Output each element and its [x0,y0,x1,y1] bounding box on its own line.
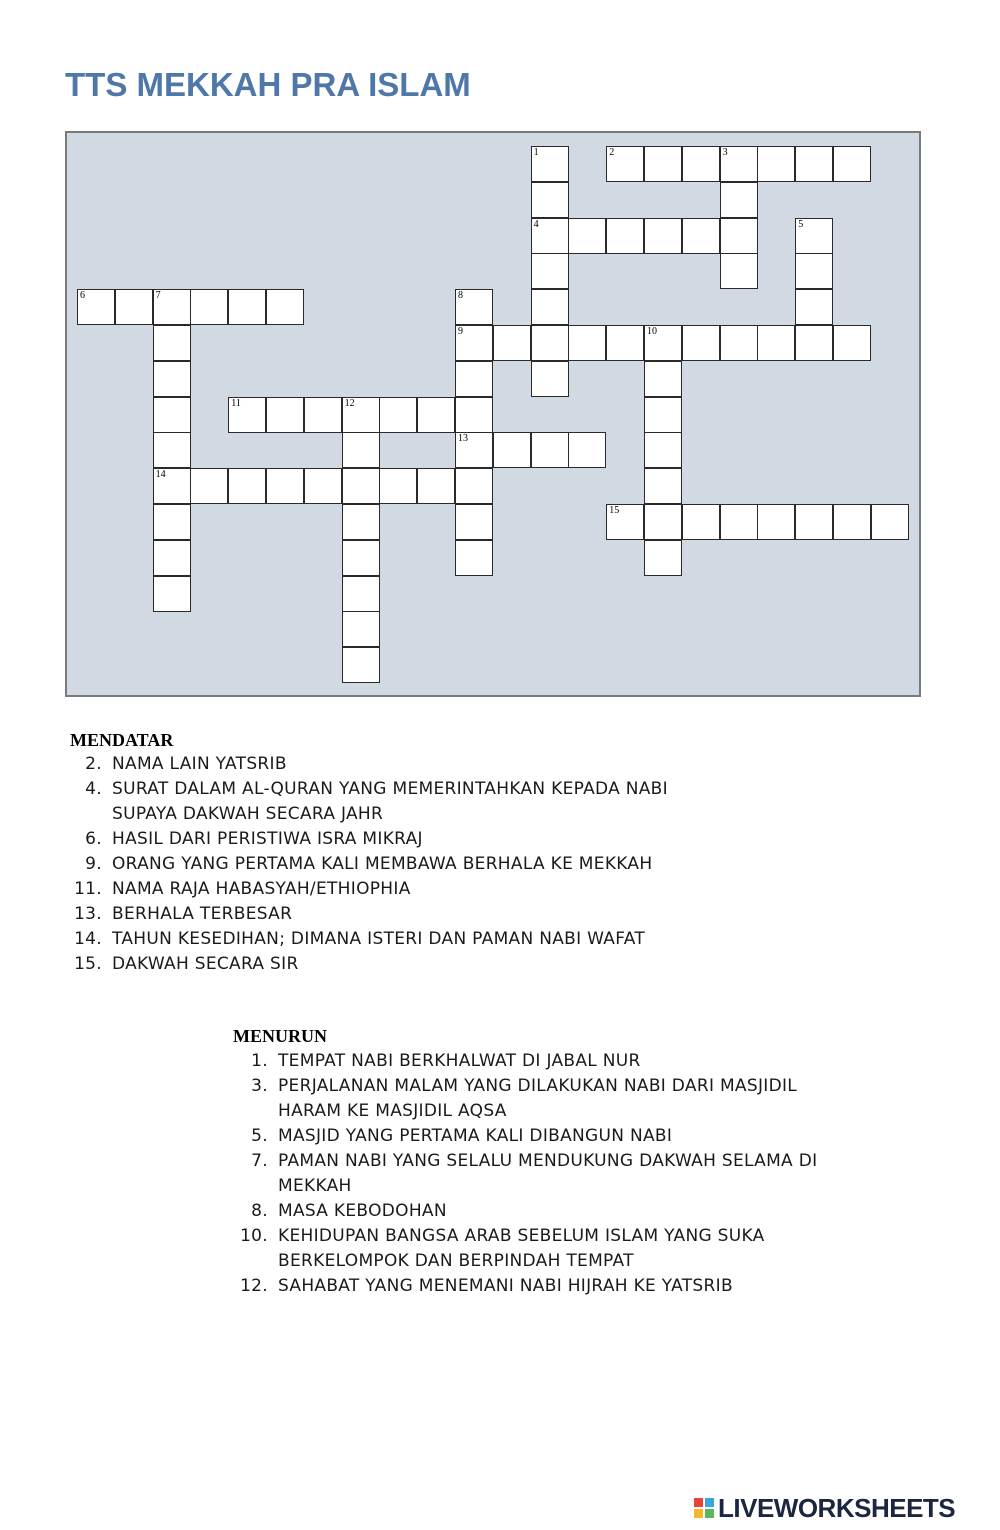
crossword-cell[interactable] [153,468,191,504]
clue-item-number: 3. [251,1076,268,1096]
clue-item-text: TAHUN KESEDIHAN; DIMANA ISTERI DAN PAMAN NABI WAFAT [112,929,646,949]
crossword-cell[interactable] [379,397,417,433]
crossword-cell[interactable] [606,325,644,361]
crossword-cell[interactable] [568,432,606,468]
clue-number: 5 [798,218,804,230]
clue-item-number: 1. [251,1051,268,1071]
clue-item-text: BERHALA TERBESAR [112,904,293,924]
crossword-cell[interactable] [342,540,380,576]
crossword-grid [65,131,921,697]
crossword-cell[interactable] [833,504,871,540]
crossword-cell[interactable] [266,468,304,504]
crossword-cell[interactable] [190,289,228,325]
crossword-cell[interactable] [644,218,682,254]
clue-number: 11 [231,397,241,409]
clue-item-number: 9. [85,854,102,874]
clue-item-text: NAMA RAJA HABASYAH/ETHIOPHIA [112,879,411,899]
crossword-cell[interactable] [228,468,266,504]
crossword-cell[interactable] [190,468,228,504]
crossword-cell[interactable] [153,504,191,540]
clue-number: 9 [458,326,463,337]
crossword-cell[interactable] [531,432,569,468]
crossword-cell[interactable] [720,182,758,218]
crossword-cell[interactable] [720,325,758,361]
clue-item-text: BERKELOMPOK DAN BERPINDAH TEMPAT [278,1251,634,1271]
crossword-cell[interactable] [531,253,569,289]
crossword-cell[interactable] [606,504,644,540]
crossword-cell[interactable] [757,504,795,540]
crossword-cell[interactable] [228,289,266,325]
crossword-cell[interactable] [417,397,455,433]
clue-number: 2 [609,147,615,158]
clue-item-number: 7. [251,1151,268,1171]
crossword-cell[interactable] [304,397,342,433]
clue-item-text: MASA KEBODOHAN [278,1201,447,1221]
crossword-cell[interactable] [417,468,455,504]
crossword-cell[interactable] [833,146,871,182]
crossword-cell[interactable] [455,432,493,468]
crossword-cell[interactable] [153,576,191,612]
crossword-cell[interactable] [455,325,493,361]
clue-item-number: 11. [74,879,102,899]
crossword-cell[interactable] [606,146,644,182]
clue-item-text: TEMPAT NABI BERKHALWAT DI JABAL NUR [278,1051,641,1071]
clue-item-text: PERJALANAN MALAM YANG DILAKUKAN NABI DARI MASJIDIL [278,1076,798,1096]
crossword-cell[interactable] [455,397,493,433]
crossword-cell[interactable] [455,504,493,540]
clue-item-text: HASIL DARI PERISTIWA ISRA MIKRAJ [112,829,423,849]
clue-item-number: 10. [240,1226,268,1246]
page-title: TTS MEKKAH PRA ISLAM [65,66,471,103]
crossword-cell[interactable] [153,289,191,325]
crossword-cell[interactable] [455,540,493,576]
crossword-cell[interactable] [682,218,720,254]
crossword-cell[interactable] [304,468,342,504]
crossword-cell[interactable] [115,289,153,325]
crossword-cell[interactable] [342,647,380,683]
clue-item-text: SURAT DALAM AL-QURAN YANG MEMERINTAHKAN KEPADA NABI [112,779,668,799]
crossword-cell[interactable] [795,146,833,182]
crossword-cell[interactable] [531,218,569,254]
crossword-cell[interactable] [266,397,304,433]
logo-mark-icon [694,1498,714,1518]
crossword-cell[interactable] [644,504,682,540]
crossword-cell[interactable] [455,289,493,325]
clue-item-number: 14. [74,929,102,949]
crossword-cell[interactable] [531,361,569,397]
clue-item-number: 8. [251,1201,268,1221]
clue-number: 1 [533,147,539,158]
crossword-cell[interactable] [493,432,531,468]
crossword-cell[interactable] [77,289,115,325]
crossword-cell[interactable] [795,218,833,254]
clue-number: 15 [609,505,620,516]
crossword-cell[interactable] [568,218,606,254]
clue-item-text: SUPAYA DAKWAH SECARA JAHR [112,804,384,824]
crossword-cell[interactable] [153,325,191,361]
crossword-cell[interactable] [795,253,833,289]
crossword-cell[interactable] [644,432,682,468]
liveworksheets-logo [694,1493,955,1523]
crossword-cell[interactable] [153,432,191,468]
clue-number: 12 [344,397,355,409]
clue-item-text: HARAM KE MASJIDIL AQSA [278,1101,507,1121]
crossword-cell[interactable] [531,289,569,325]
crossword-cell[interactable] [493,325,531,361]
crossword-cell[interactable] [342,504,380,540]
menurun-heading: MENURUN [233,1026,327,1046]
clue-item-text: ORANG YANG PERTAMA KALI MEMBAWA BERHALA KE MEKKAH [112,854,653,874]
clue-item-text: MASJID YANG PERTAMA KALI DIBANGUN NABI [278,1126,673,1146]
clue-number: 6 [80,290,85,302]
crossword-cell[interactable] [682,504,720,540]
crossword-cell[interactable] [720,146,758,182]
crossword-cell[interactable] [757,146,795,182]
crossword-cell[interactable] [757,325,795,361]
clue-item-text: KEHIDUPAN BANGSA ARAB SEBELUM ISLAM YANG SUKA [278,1226,765,1246]
crossword-cell[interactable] [720,218,758,254]
crossword-cell[interactable] [644,468,682,504]
crossword-cell[interactable] [833,325,871,361]
crossword-cell[interactable] [644,361,682,397]
crossword-cell[interactable] [342,576,380,612]
clue-item-text: DAKWAH SECARA SIR [112,954,299,974]
crossword-cell[interactable] [153,540,191,576]
crossword-cell[interactable] [342,468,380,504]
crossword-cell[interactable] [531,146,569,182]
crossword-cell[interactable] [720,253,758,289]
clue-item-number: 2. [85,754,102,774]
crossword-cell[interactable] [795,289,833,325]
clue-number: 3 [722,147,728,158]
crossword-cell[interactable] [682,146,720,182]
clue-number: 13 [458,433,468,445]
crossword-cell[interactable] [644,146,682,182]
clue-item-text: NAMA LAIN YATSRIB [112,754,287,774]
clue-item-number: 15. [74,954,102,974]
crossword-cell[interactable] [644,325,682,361]
clue-number: 4 [533,218,539,230]
clue-number: 7 [155,290,161,302]
mendatar-heading: MENDATAR [70,730,174,750]
clue-item-number: 6. [85,829,102,849]
crossword-cell[interactable] [795,325,833,361]
clue-item-number: 4. [85,779,102,799]
crossword-cell[interactable] [342,611,380,647]
clue-number: 14 [155,469,166,481]
clue-number: 10 [647,326,657,337]
crossword-cell[interactable] [568,325,606,361]
crossword-cell[interactable] [342,432,380,468]
crossword-cell[interactable] [871,504,909,540]
crossword-cell[interactable] [455,361,493,397]
crossword-cell[interactable] [644,540,682,576]
crossword-cell[interactable] [455,468,493,504]
crossword-cell[interactable] [379,468,417,504]
clue-item-number: 12. [240,1276,268,1296]
crossword-cell[interactable] [153,361,191,397]
clue-item-text: SAHABAT YANG MENEMANI NABI HIJRAH KE YATSRIB [278,1276,733,1296]
clue-number: 8 [458,290,463,302]
crossword-cell[interactable] [644,397,682,433]
clue-item-text: PAMAN NABI YANG SELALU MENDUKUNG DAKWAH SELAMA DI [278,1151,818,1171]
crossword-cell[interactable] [682,325,720,361]
crossword-cell[interactable] [342,397,380,433]
crossword-cell[interactable] [606,218,644,254]
crossword-cell[interactable] [720,504,758,540]
clue-item-text: MEKKAH [278,1176,352,1196]
crossword-cell[interactable] [153,397,191,433]
clue-item-number: 13. [74,904,102,924]
crossword-cell[interactable] [531,182,569,218]
crossword-cell[interactable] [795,504,833,540]
crossword-cell[interactable] [531,325,569,361]
logo-wordmark: LIVEWORKSHEETS [718,1492,956,1523]
crossword-cell[interactable] [228,397,266,433]
clue-item-number: 5. [251,1126,268,1146]
crossword-cell[interactable] [266,289,304,325]
